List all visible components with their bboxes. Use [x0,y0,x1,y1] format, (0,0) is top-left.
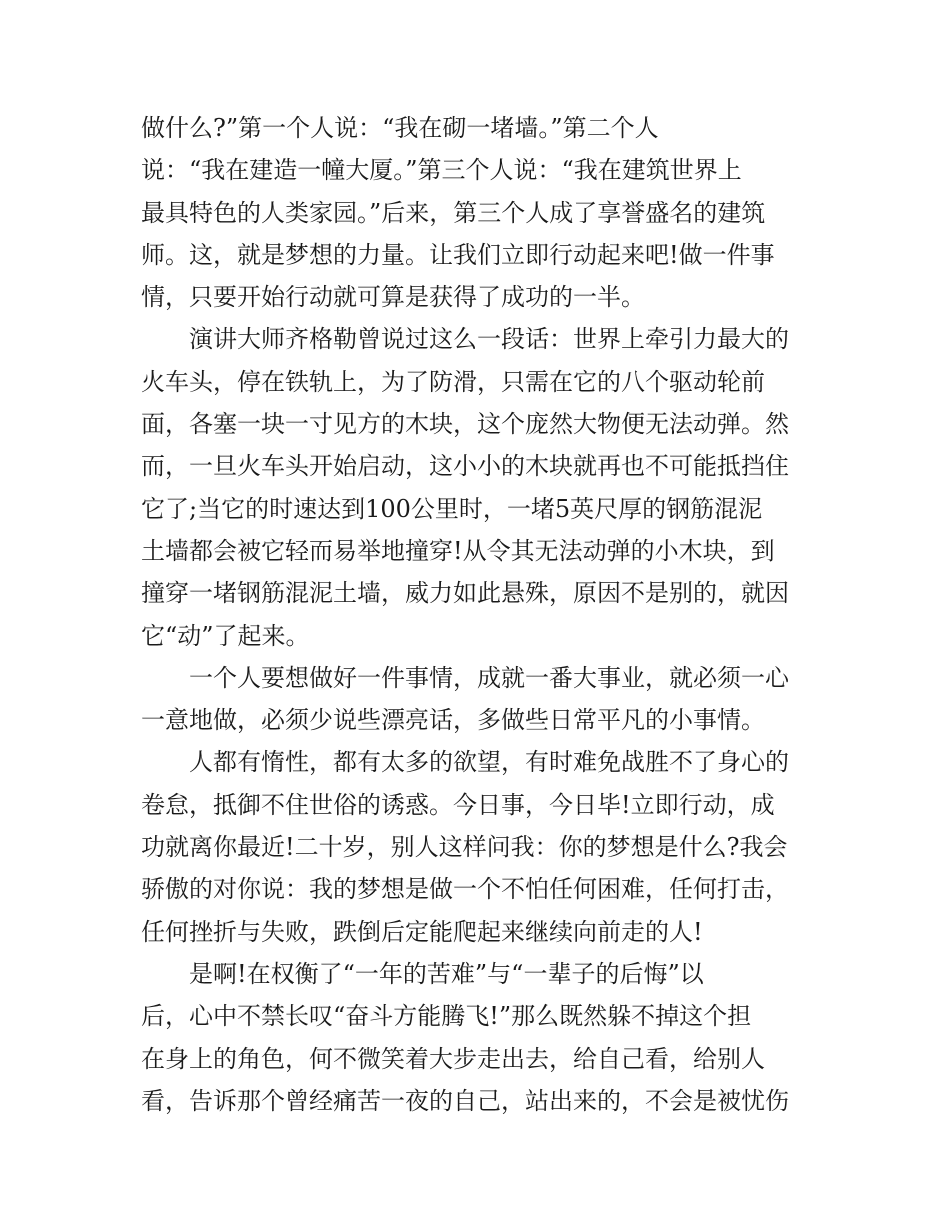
text-line: 说：“我在建造一幢大厦。”第三个人说：“我在建筑世界上 [141,156,742,185]
text-line: 后，心中不禁长叹“奋斗方能腾飞!”那么既然躲不掉这个担 [141,1002,752,1031]
text-line: 骄傲的对你说：我的梦想是做一个不怕任何困难，任何打击， [141,875,789,904]
text-line: 火车头，停在铁轨上，为了防滑，只需在它的八个驱动轮前 [141,367,765,396]
text-line: 功就离你最近!二十岁，别人这样问我：你的梦想是什么?我会 [141,833,788,862]
text-line: 最具特色的人类家园。”后来，第三个人成了享誉盛名的建筑 [141,198,766,227]
text-line: 土墙都会被它轻而易举地撞穿!从令其无法动弹的小木块，到 [141,536,775,565]
paragraph-first-line: 演讲大师齐格勒曾说过这么一段话：世界上牵引力最大的 [189,325,789,354]
text-line: 情，只要开始行动就可算是获得了成功的一半。 [141,283,645,312]
paragraph-first-line: 是啊!在权衡了“一年的苦难”与“一辈子的后悔”以 [189,959,704,988]
text-line: 而，一旦火车头开始启动，这小小的木块就再也不可能抵挡住 [141,452,789,481]
text-line: 一意地做，必须少说些漂亮话，多做些日常平凡的小事情。 [141,706,765,735]
text-line: 它“动”了起来。 [141,621,310,650]
text-line: 卷怠，抵御不住世俗的诱惑。今日事，今日毕!立即行动，成 [141,790,775,819]
text-line: 师。这，就是梦想的力量。让我们立即行动起来吧!做一件事 [141,240,775,269]
text-line: 看，告诉那个曾经痛苦一夜的自己，站出来的，不会是被忧伤 [141,1086,789,1115]
text-line: 任何挫折与失败，跌倒后定能爬起来继续向前走的人! [141,917,703,946]
document-body [141,107,821,1122]
text-line: 它了;当它的时速达到100公里时，一堵5英尺厚的钢筋混泥 [141,494,763,523]
paragraph-first-line: 人都有惰性，都有太多的欲望，有时难免战胜不了身心的 [189,748,789,777]
text-line: 撞穿一堵钢筋混泥土墙，威力如此悬殊，原因不是别的，就因 [141,579,789,608]
text-line: 面，各塞一块一寸见方的木块，这个庞然大物便无法动弹。然 [141,410,789,439]
text-line: 做什么?”第一个人说：“我在砌一堵墙。”第二个人 [141,114,659,142]
text-line: 在身上的角色，何不微笑着大步走出去，给自己看，给别人 [141,1044,765,1073]
paragraph-first-line: 一个人要想做好一件事情，成就一番大事业，就必须一心 [189,663,789,692]
